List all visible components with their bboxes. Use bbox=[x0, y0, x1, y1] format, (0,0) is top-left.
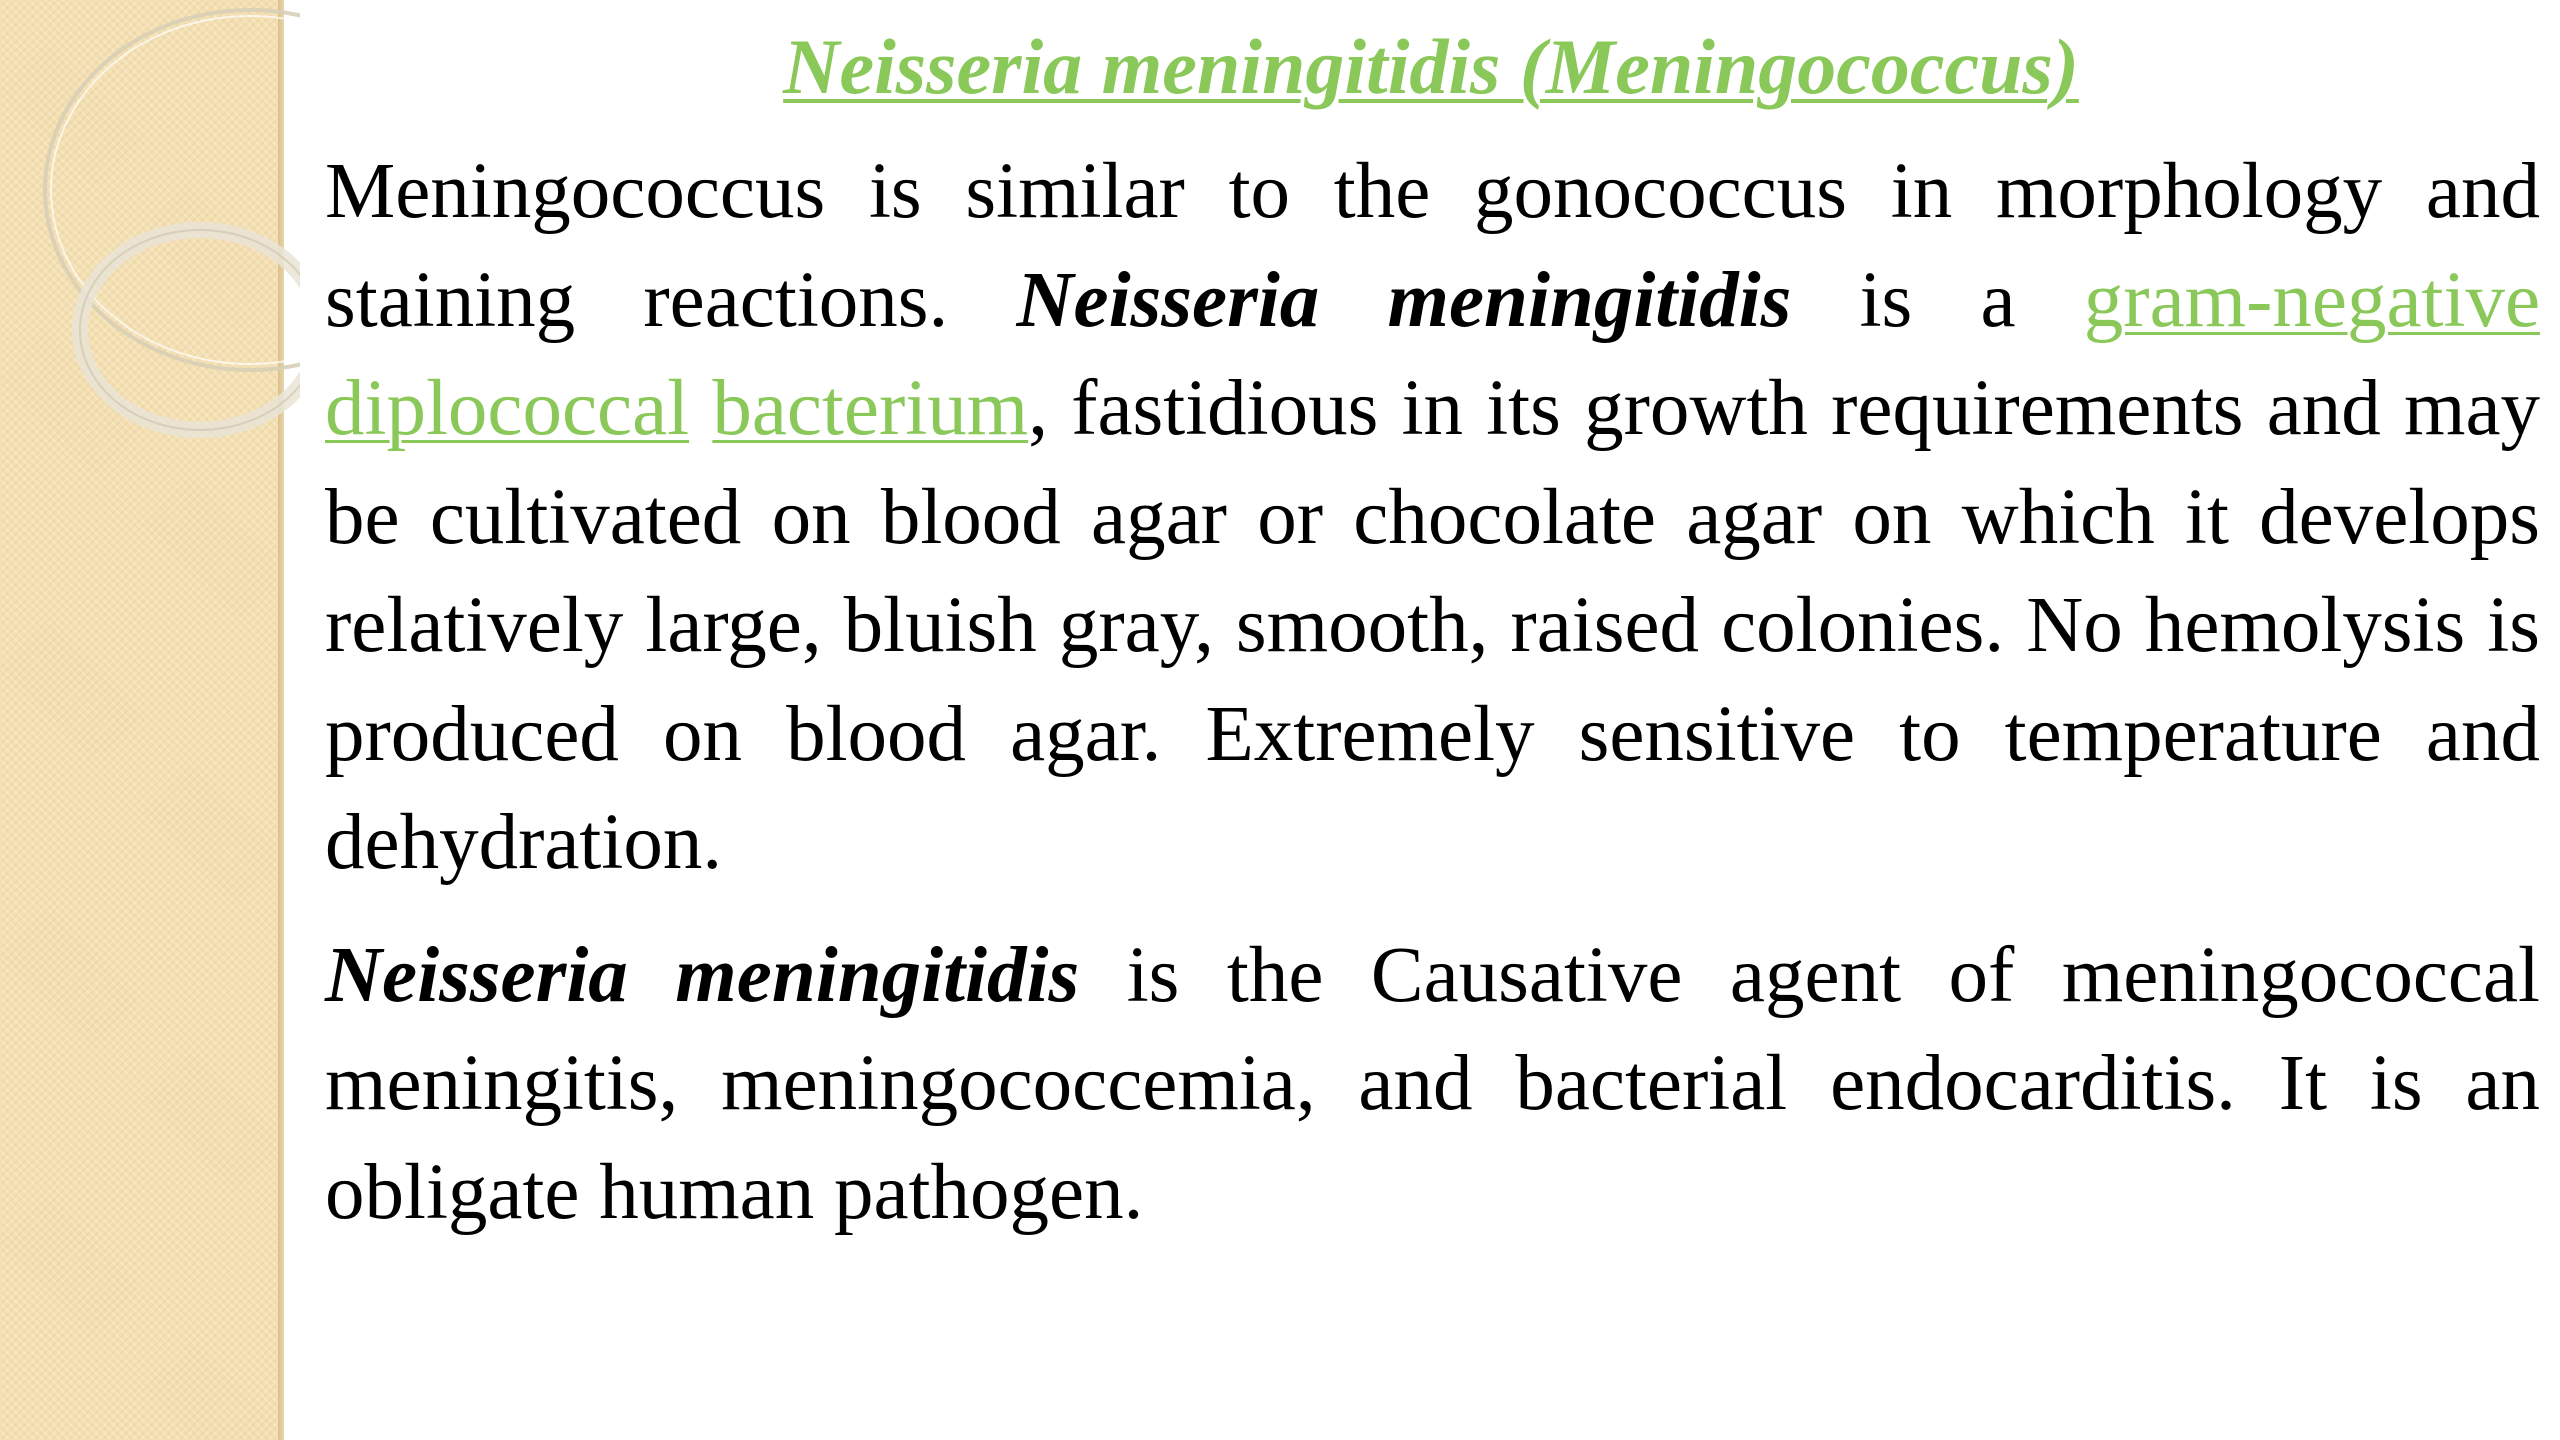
paragraph-description bbox=[325, 138, 2540, 898]
side-panel-edge bbox=[278, 0, 284, 1440]
species-name: Neisseria meningitidis bbox=[325, 931, 1080, 1019]
species-name: Neisseria meningitidis bbox=[1016, 256, 1792, 344]
link-diplococcal[interactable]: diplococcal bbox=[325, 365, 690, 452]
pathogenicity-text: is the Causative agent of meningococcal meningitis, meningococcemia, and bacterial endocarditis. It is an obligate human pathogen. bbox=[325, 931, 2540, 1236]
description-text-3: , fastidious in its growth requirements and may be cultivated on blood agar or chocolate agar on which it develops relatively large, bluish gray, smooth, raised colonies. No hemolysis is produced on blood agar. Extremely sensitive to temperature and dehydration. bbox=[325, 365, 2541, 886]
paragraph-pathogenicity bbox=[325, 922, 2540, 1248]
link-bacterium[interactable]: bacterium bbox=[712, 365, 1029, 452]
decorative-side-panel bbox=[0, 0, 282, 1440]
slide-title-text: Neisseria meningitidis (Meningococcus) bbox=[783, 23, 2079, 110]
description-text-2: is a bbox=[1791, 256, 2084, 344]
body-text bbox=[325, 138, 2540, 1247]
slide-title bbox=[320, 18, 2542, 116]
link-separator bbox=[689, 365, 712, 452]
link-gram-negative[interactable]: gram-negative bbox=[2083, 256, 2541, 344]
description-text-1: Meningococcus is similar to the gonococcus in morphology and staining reactions. bbox=[325, 148, 2540, 344]
